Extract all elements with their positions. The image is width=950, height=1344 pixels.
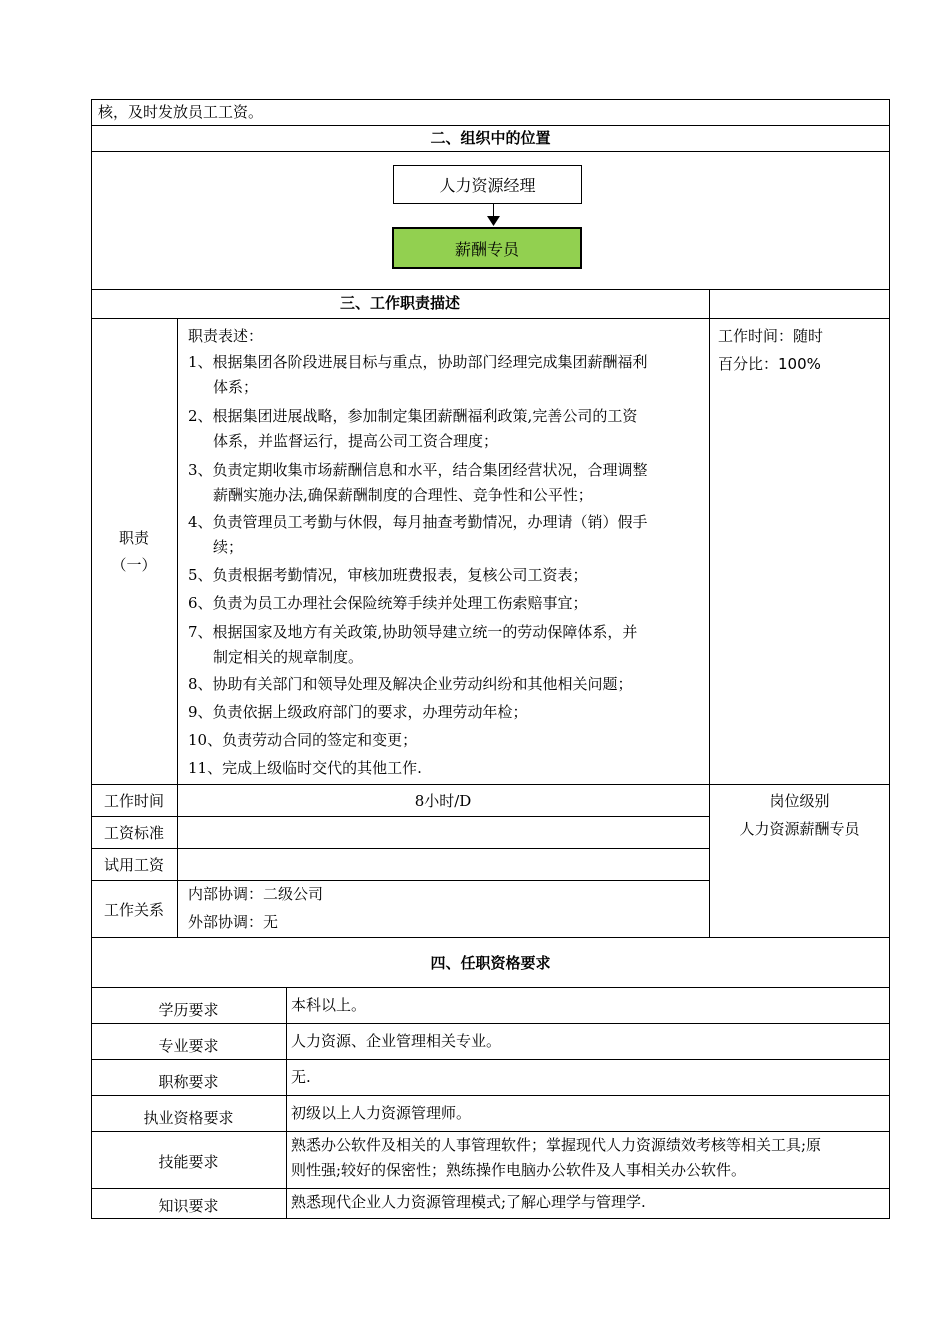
- duty-item: [188, 700, 528, 725]
- rule: [91, 1059, 890, 1060]
- req-label-title: 职称要求: [158, 1073, 219, 1091]
- duty-line: 薪酬实施办法,确保薪酬制度的合理性、竞争性和公平性；: [213, 486, 593, 504]
- req-label-skills: 技能要求: [158, 1153, 219, 1171]
- relation-label: 工作关系: [103, 901, 164, 919]
- section3-title: 三、工作职责描述: [339, 294, 460, 312]
- duty-heading: 职责表述：: [188, 327, 264, 345]
- duty-item: [188, 510, 648, 560]
- probation-label: 试用工资: [103, 856, 164, 874]
- duty-item: [188, 350, 648, 400]
- rule: [91, 1023, 890, 1024]
- req-label-certification: 执业资格要求: [143, 1109, 234, 1127]
- duty-item: [188, 620, 637, 670]
- org-chart-manager: 人力资源经理: [439, 176, 536, 195]
- duty-item: [188, 404, 637, 454]
- rule: [91, 318, 890, 319]
- rule: [91, 1131, 890, 1132]
- duty-label-line2: （一）: [111, 556, 157, 574]
- duty-line: 续；: [213, 538, 244, 556]
- req-value-education: 本科以上。: [291, 996, 367, 1014]
- level-value: 人力资源薪酬专员: [739, 820, 860, 838]
- req-value-title: 无.: [291, 1068, 311, 1086]
- duty-item: [188, 591, 588, 616]
- percent-note: 百分比：100%: [718, 355, 821, 373]
- rule: [91, 880, 709, 881]
- duty-line: 4、负责管理员工考勤与休假，每月抽查考勤情况，办理请（销）假手: [188, 513, 648, 531]
- duty-line: 10、负责劳动合同的签定和变更；: [188, 731, 418, 749]
- table-border-right: [889, 99, 890, 938]
- duty-item: [188, 756, 422, 781]
- external-coordination: 外部协调：无: [188, 913, 279, 931]
- level-label: 岗位级别: [769, 792, 830, 810]
- duty-line: 3、负责定期收集市场薪酬信息和水平，结合集团经营状况，合理调整: [188, 461, 648, 479]
- rule: [91, 289, 890, 290]
- work-time-note: 工作时间：随时: [718, 327, 824, 345]
- section2-title: 二、组织中的位置: [430, 129, 551, 147]
- rule: [91, 99, 890, 100]
- duty-line: 体系，并监督运行，提高公司工资合理度；: [213, 432, 499, 450]
- rule: [286, 987, 287, 1218]
- org-chart-arrow-head: [487, 216, 500, 226]
- duty-line: 6、负责为员工办理社会保险统筹手续并处理工伤索赔事宜；: [188, 594, 588, 612]
- duty-line: 7、根据国家及地方有关政策,协助领导建立统一的劳动保障体系，并: [188, 623, 638, 641]
- org-chart-position: 薪酬专员: [454, 239, 519, 259]
- duty-item: [188, 672, 633, 697]
- table-border-left: [91, 99, 92, 938]
- req-value-skills-line2: 则性强;较好的保密性；熟练操作电脑办公软件及人事相关办公软件。: [291, 1161, 747, 1179]
- work-hours-label: 工作时间: [103, 792, 164, 810]
- rule: [177, 318, 178, 937]
- req-value-major: 人力资源、企业管理相关专业。: [291, 1032, 502, 1050]
- rule: [91, 816, 709, 817]
- org-chart-manager-box: [393, 165, 582, 204]
- duty-line: 9、负责依据上级政府部门的要求，办理劳动年检；: [188, 703, 528, 721]
- duty-line: 5、负责根据考勤情况，审核加班费报表，复核公司工资表；: [188, 566, 588, 584]
- rule: [91, 151, 890, 152]
- rule: [91, 1188, 890, 1189]
- rule: [91, 125, 890, 126]
- duty-item: [188, 563, 588, 588]
- duty-line: 体系；: [213, 378, 259, 396]
- rule: [91, 784, 890, 785]
- rule: [709, 289, 710, 937]
- req-value-certification: 初级以上人力资源管理师。: [291, 1104, 472, 1122]
- req-label-major: 专业要求: [158, 1037, 219, 1055]
- internal-coordination: 内部协调：二级公司: [188, 885, 324, 903]
- req-label-education: 学历要求: [158, 1001, 219, 1019]
- req-value-knowledge: 熟悉现代企业人力资源管理模式;了解心理学与管理学.: [291, 1193, 646, 1211]
- rule: [91, 1218, 890, 1219]
- rule: [91, 848, 709, 849]
- duty-line: 1、根据集团各阶段进展目标与重点，协助部门经理完成集团薪酬福利: [188, 353, 648, 371]
- duty-line: 2、根据集团进展战略，参加制定集团薪酬福利政策,完善公司的工资: [188, 407, 638, 425]
- duty-label-line1: 职责: [118, 529, 149, 547]
- duty-item: [188, 458, 648, 508]
- duty-item: [188, 728, 417, 753]
- duty-line: 8、协助有关部门和领导处理及解决企业劳动纠纷和其他相关问题；: [188, 675, 633, 693]
- req-value-skills-line1: 熟悉办公软件及相关的人事管理软件；掌握现代人力资源绩效考核等相关工具;原: [291, 1136, 822, 1154]
- rule: [91, 1095, 890, 1096]
- work-hours-value: 8小时/D: [414, 792, 472, 810]
- section4-title: 四、任职资格要求: [430, 954, 551, 972]
- duty-line: 制定相关的规章制度。: [213, 648, 364, 666]
- salary-label: 工资标准: [103, 824, 164, 842]
- duty-line: 11、完成上级临时交代的其他工作.: [188, 759, 422, 777]
- rule: [91, 937, 890, 938]
- req-label-knowledge: 知识要求: [158, 1197, 219, 1215]
- rule: [91, 987, 890, 988]
- rule: [889, 937, 890, 1218]
- org-chart-position-box: [392, 227, 582, 269]
- intro-line: 核，及时发放员工工资。: [98, 103, 264, 121]
